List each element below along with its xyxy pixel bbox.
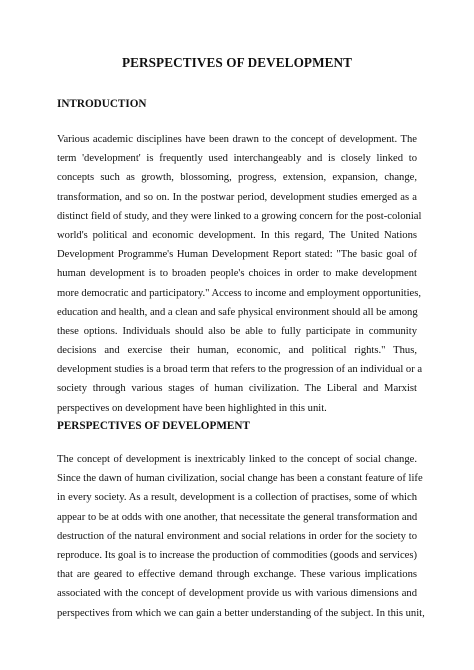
paragraph-line: transformation, and so on. In the postwar period, development studies emerged as a xyxy=(57,191,417,203)
paragraph-line: in every society. As a result, development is a collection of practises, some of which xyxy=(57,492,417,504)
paragraph-line: Since the dawn of human civilization, social change has been a constant feature of life xyxy=(57,473,423,485)
paragraph-line: destruction of the natural environment and social relations in order for the society to xyxy=(57,530,417,542)
section-heading-perspectives: PERSPECTIVES OF DEVELOPMENT xyxy=(57,420,250,432)
paragraph-line: appear to be at odds with one another, that necessitate the general transformation and xyxy=(57,511,418,523)
paragraph-line: perspectives from which we can gain a better understanding of the subject. In this unit, xyxy=(57,607,425,619)
paragraph-line: perspectives on development have been highlighted in this unit. xyxy=(57,402,327,414)
paragraph-line: society through various stages of human civilization. The Liberal and Marxist xyxy=(57,383,417,395)
paragraph-line: reproduce. Its goal is to increase the production of commodities (goods and services) xyxy=(57,549,417,561)
document-title: PERSPECTIVES OF DEVELOPMENT xyxy=(121,55,353,70)
paragraph-line: associated with the concept of development provide us with various dimensions and xyxy=(57,588,417,600)
paragraph-line: Various academic disciplines have been drawn to the concept of development. The xyxy=(57,134,417,145)
paragraph-line: The concept of development is inextricably linked to the concept of social change. xyxy=(57,454,417,465)
paragraph-line: distinct field of study, and they were linked to a growing concern for the post-colonial xyxy=(57,210,422,222)
paragraph-line: term 'development' is frequently used interchangeably and is closely linked to xyxy=(57,153,417,165)
paragraph-line: education and health, and a clean and safe physical environment should all be among xyxy=(57,306,418,318)
paragraph-line: development studies is a broad term that refers to the progression of an individual or a xyxy=(57,364,423,376)
paragraph-line: human development is to broaden people's choices in order to make development xyxy=(57,268,417,280)
paragraph-line: world's political and economic development. In this regard, The United Nations xyxy=(57,229,417,241)
paragraph-line: concepts such as growth, blossoming, progress, extension, expansion, change, xyxy=(57,172,417,184)
paragraph-line: more democratic and participatory." Access to income and employment opportunities, xyxy=(57,287,422,299)
paragraph-line: that are geared to effective demand through exchange. These various implications xyxy=(57,569,417,581)
introduction-paragraph xyxy=(57,130,423,418)
paragraph-line: decisions and exercise their human, economic, and political rights." Thus, xyxy=(57,345,417,357)
section-heading-introduction: INTRODUCTION xyxy=(57,98,147,110)
paragraph-line: these options. Individuals should also be able to fully participate in community xyxy=(57,325,417,337)
perspectives-paragraph xyxy=(57,450,425,623)
paragraph-line: Development Programme's Human Development Report stated: "The basic goal of xyxy=(57,249,417,261)
